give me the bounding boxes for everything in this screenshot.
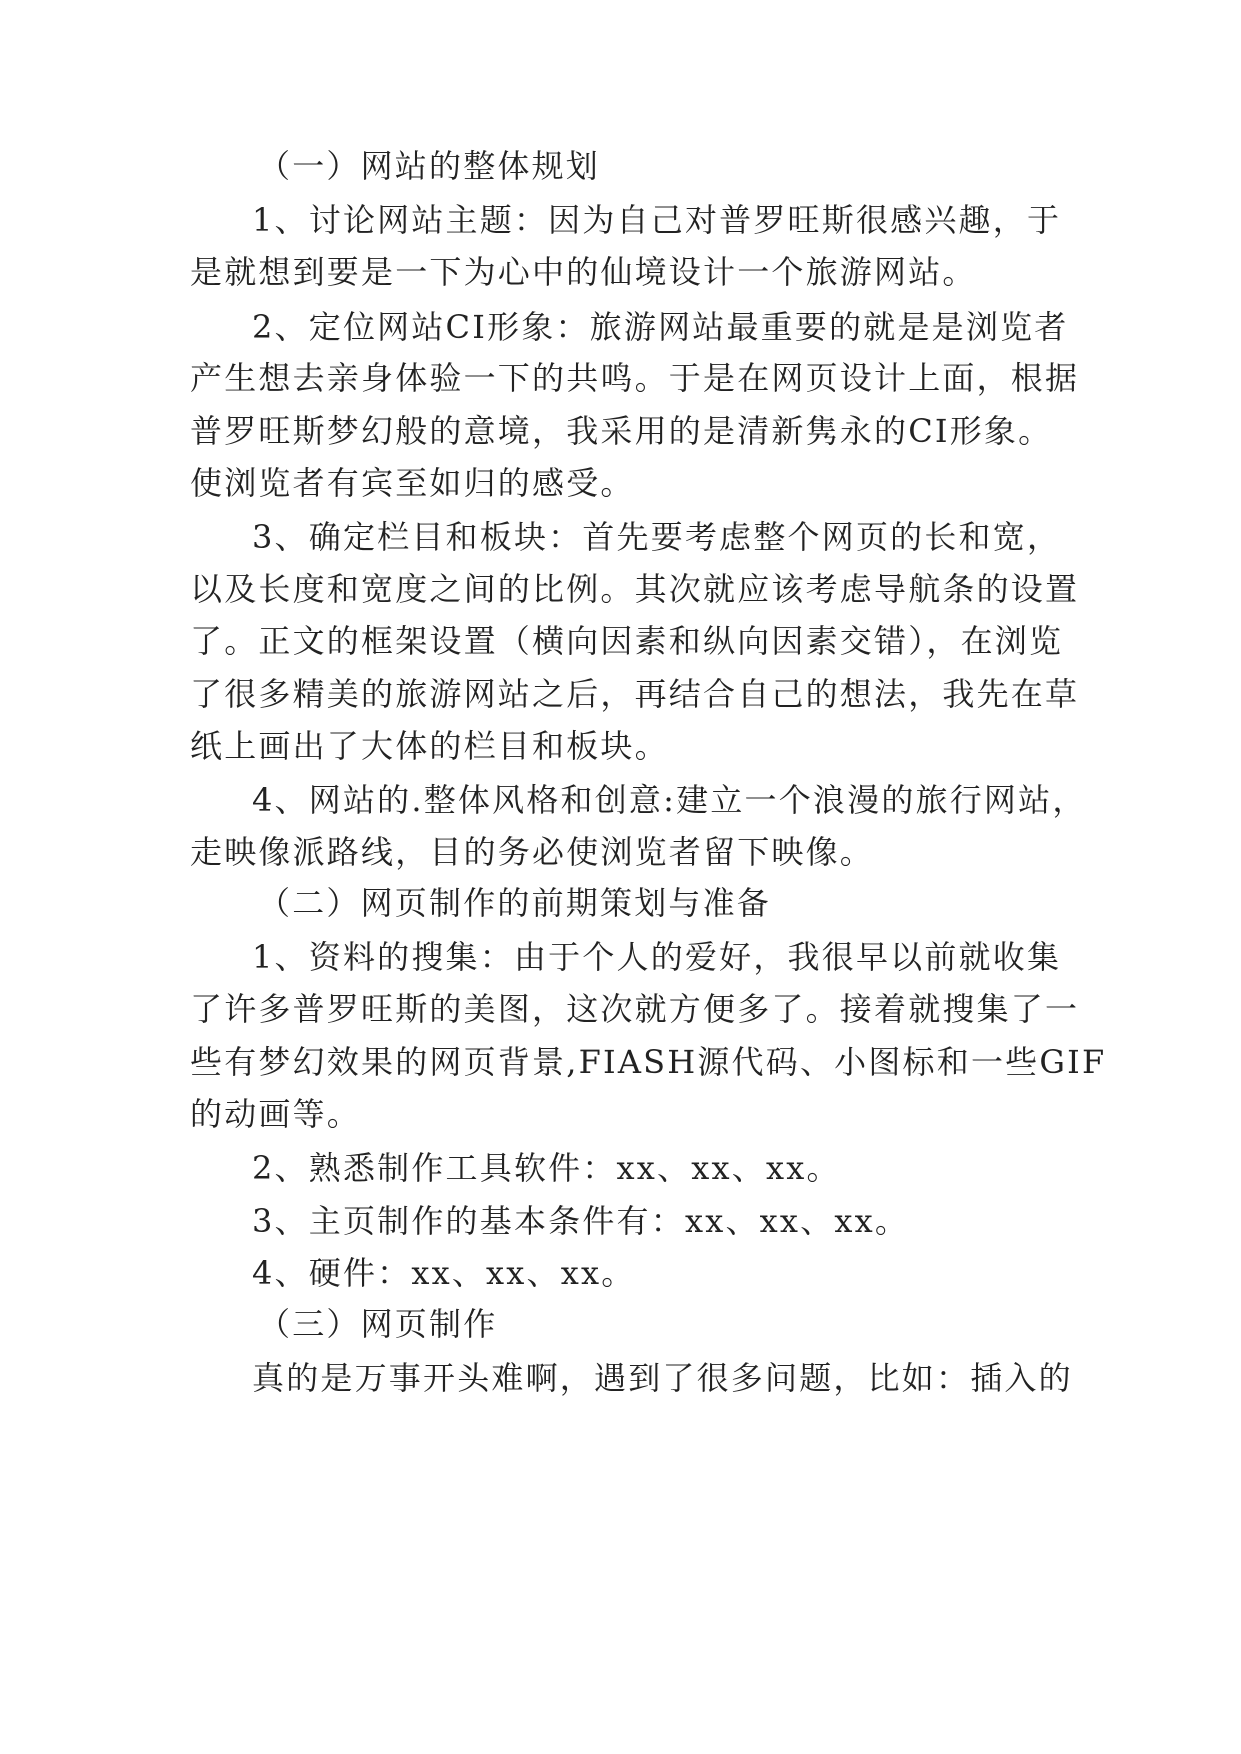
- paragraph-line: 了。正文的框架设置（横向因素和纵向因素交错），在浏览: [190, 622, 1064, 660]
- section-heading-2: （二）网页制作的前期策划与准备: [258, 884, 772, 922]
- paragraph-line: 2、定位网站CI形象：旅游网站最重要的就是是浏览者: [252, 308, 1069, 346]
- section-heading-1: （一）网站的整体规划: [258, 147, 601, 185]
- section-heading-3: （三）网页制作: [258, 1305, 498, 1343]
- paragraph-line: 真的是万事开头难啊，遇到了很多问题，比如：插入的: [252, 1359, 1073, 1397]
- paragraph-line: 的动画等。: [190, 1095, 362, 1133]
- list-item-line: 4、硬件：xx、xx、xx。: [252, 1254, 636, 1292]
- paragraph-line: 是就想到要是一下为心中的仙境设计一个旅游网站。: [190, 253, 977, 291]
- paragraph-line: 4、网站的.整体风格和创意:建立一个浪漫的旅行网站，: [252, 781, 1087, 819]
- paragraph-line: 纸上画出了大体的栏目和板块。: [190, 727, 669, 765]
- paragraph-line: 了许多普罗旺斯的美图，这次就方便多了。接着就搜集了一: [190, 990, 1080, 1028]
- paragraph-line: 产生想去亲身体验一下的共鸣。于是在网页设计上面，根据: [190, 359, 1080, 397]
- paragraph-line: 3、确定栏目和板块：首先要考虑整个网页的长和宽，: [252, 518, 1062, 556]
- paragraph-line: 1、讨论网站主题：因为自己对普罗旺斯很感兴趣，于: [252, 201, 1062, 239]
- paragraph-line: 了很多精美的旅游网站之后，再结合自己的想法，我先在草: [190, 675, 1080, 713]
- paragraph-line: 以及长度和宽度之间的比例。其次就应该考虑导航条的设置: [190, 570, 1080, 608]
- paragraph-line: 走映像派路线，目的务必使浏览者留下映像。: [190, 833, 875, 871]
- paragraph-line: 使浏览者有宾至如归的感受。: [190, 464, 635, 502]
- paragraph-line: 普罗旺斯梦幻般的意境，我采用的是清新隽永的CI形象。: [190, 412, 1053, 450]
- paragraph-line: 1、资料的搜集：由于个人的爱好，我很早以前就收集: [252, 938, 1062, 976]
- paragraph-line: 些有梦幻效果的网页背景,FIASH源代码、小图标和一些GIF: [190, 1043, 1107, 1081]
- list-item-line: 3、主页制作的基本条件有：xx、xx、xx。: [252, 1202, 910, 1240]
- list-item-line: 2、熟悉制作工具软件：xx、xx、xx。: [252, 1149, 841, 1187]
